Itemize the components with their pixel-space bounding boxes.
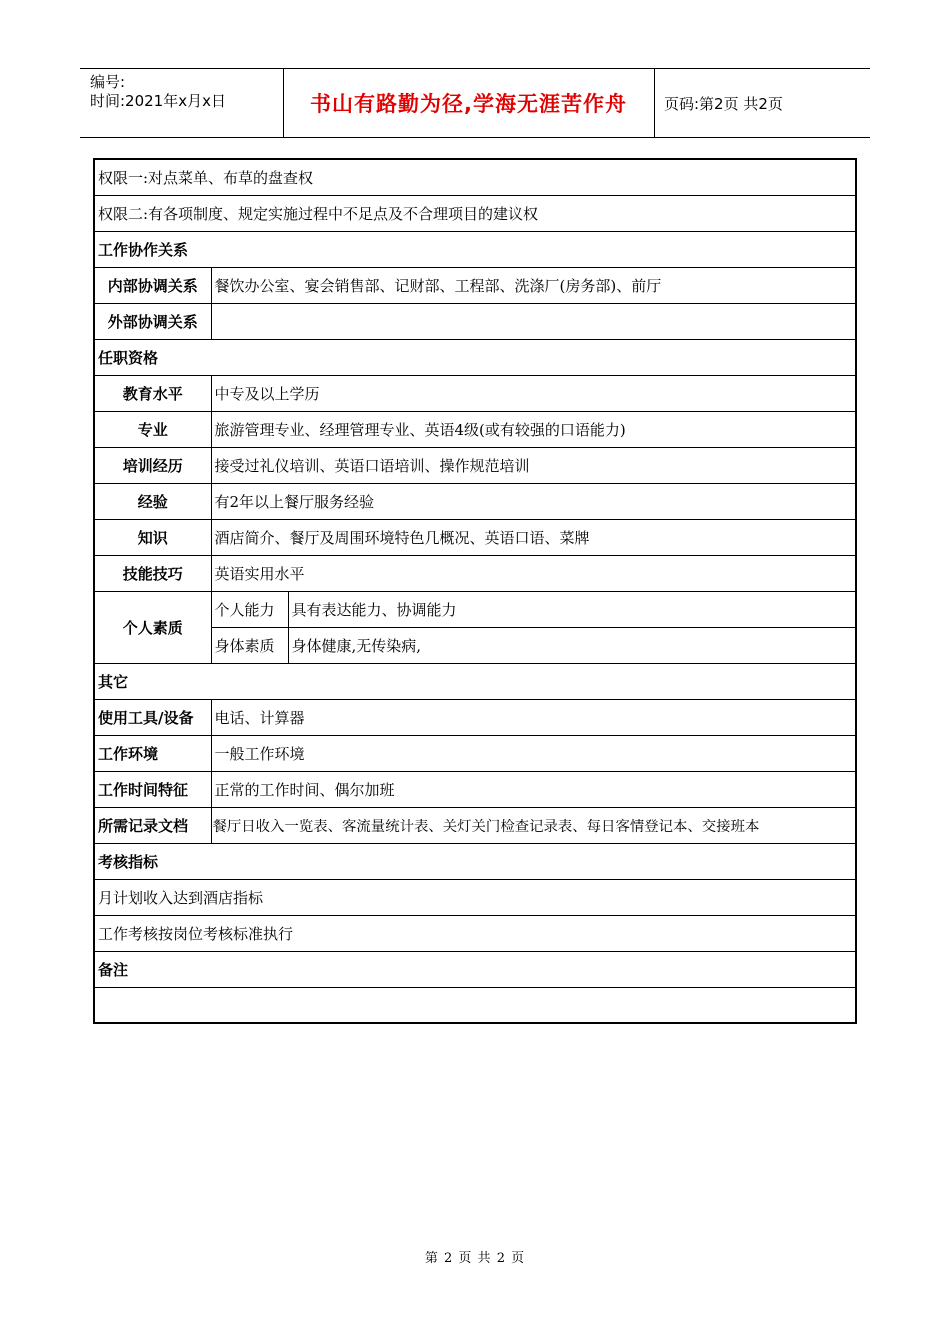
education-label: 教育水平 bbox=[94, 376, 211, 412]
internal-coordination-value: 餐饮办公室、宴会销售部、记财部、工程部、洗涤厂(房务部)、前厅 bbox=[211, 268, 856, 304]
section-row bbox=[94, 952, 856, 988]
table-row bbox=[94, 448, 856, 484]
table-row bbox=[94, 592, 856, 628]
section-row bbox=[94, 340, 856, 376]
education-value: 中专及以上学历 bbox=[211, 376, 856, 412]
physical-quality-label: 身体素质 bbox=[211, 628, 288, 664]
experience-value: 有2年以上餐厅服务经验 bbox=[211, 484, 856, 520]
table-row bbox=[94, 268, 856, 304]
section-title-qualification: 任职资格 bbox=[94, 340, 856, 376]
major-value: 旅游管理专业、经理管理专业、英语4级(或有较强的口语能力) bbox=[211, 412, 856, 448]
table-row bbox=[94, 304, 856, 340]
section-title-remarks: 备注 bbox=[94, 952, 856, 988]
table-row bbox=[94, 159, 856, 196]
section-row bbox=[94, 232, 856, 268]
header-page-info: 页码:第2页 共2页 bbox=[664, 95, 783, 113]
section-title-assessment: 考核指标 bbox=[94, 844, 856, 880]
records-label: 所需记录文档 bbox=[94, 808, 211, 844]
personal-ability-label: 个人能力 bbox=[211, 592, 288, 628]
work-time-value: 正常的工作时间、偶尔加班 bbox=[211, 772, 856, 808]
external-coordination-label: 外部协调关系 bbox=[94, 304, 211, 340]
knowledge-label: 知识 bbox=[94, 520, 211, 556]
training-value: 接受过礼仪培训、英语口语培训、操作规范培训 bbox=[211, 448, 856, 484]
doc-number-label: 编号: bbox=[90, 73, 126, 91]
job-description-table bbox=[93, 158, 857, 1024]
doc-time-label: 时间:2021年x月x日 bbox=[90, 92, 226, 110]
personal-ability-value: 具有表达能力、协调能力 bbox=[288, 592, 856, 628]
work-time-label: 工作时间特征 bbox=[94, 772, 211, 808]
permission-2: 权限二:有各项制度、规定实施过程中不足点及不合理项目的建议权 bbox=[94, 196, 856, 232]
skills-value: 英语实用水平 bbox=[211, 556, 856, 592]
section-row bbox=[94, 844, 856, 880]
table-row bbox=[94, 484, 856, 520]
external-coordination-value bbox=[211, 304, 856, 340]
physical-quality-value: 身体健康,无传染病, bbox=[288, 628, 856, 664]
table-row bbox=[94, 988, 856, 1024]
table-row bbox=[94, 412, 856, 448]
table-row bbox=[94, 376, 856, 412]
remarks-value bbox=[94, 988, 856, 1024]
knowledge-value: 酒店简介、餐厅及周围环境特色几概况、英语口语、菜牌 bbox=[211, 520, 856, 556]
section-title-cooperation: 工作协作关系 bbox=[94, 232, 856, 268]
table-row bbox=[94, 736, 856, 772]
assessment-item-1: 月计划收入达到酒店指标 bbox=[94, 880, 856, 916]
environment-value: 一般工作环境 bbox=[211, 736, 856, 772]
assessment-item-2: 工作考核按岗位考核标准执行 bbox=[94, 916, 856, 952]
records-value: 餐厅日收入一览表、客流量统计表、关灯关门检查记录表、每日客情登记本、交接班本 bbox=[211, 808, 856, 844]
section-title-other: 其它 bbox=[94, 664, 856, 700]
tools-value: 电话、计算器 bbox=[211, 700, 856, 736]
table-row bbox=[94, 700, 856, 736]
table-row bbox=[94, 772, 856, 808]
training-label: 培训经历 bbox=[94, 448, 211, 484]
internal-coordination-label: 内部协调关系 bbox=[94, 268, 211, 304]
header-divider bbox=[654, 69, 655, 137]
environment-label: 工作环境 bbox=[94, 736, 211, 772]
experience-label: 经验 bbox=[94, 484, 211, 520]
permission-1: 权限一:对点菜单、布草的盘查权 bbox=[94, 159, 856, 196]
table-row bbox=[94, 916, 856, 952]
page-footer: 第 2 页 共 2 页 bbox=[424, 1251, 526, 1266]
section-row bbox=[94, 664, 856, 700]
table-row bbox=[94, 556, 856, 592]
page-header bbox=[80, 68, 870, 138]
skills-label: 技能技巧 bbox=[94, 556, 211, 592]
table-row bbox=[94, 520, 856, 556]
header-left bbox=[90, 73, 226, 111]
major-label: 专业 bbox=[94, 412, 211, 448]
personal-quality-label: 个人素质 bbox=[94, 592, 211, 664]
header-motto: 书山有路勤为径,学海无涯苦作舟 bbox=[310, 92, 627, 116]
table-row bbox=[94, 808, 856, 844]
tools-label: 使用工具/设备 bbox=[94, 700, 211, 736]
table-row bbox=[94, 880, 856, 916]
table-row bbox=[94, 196, 856, 232]
